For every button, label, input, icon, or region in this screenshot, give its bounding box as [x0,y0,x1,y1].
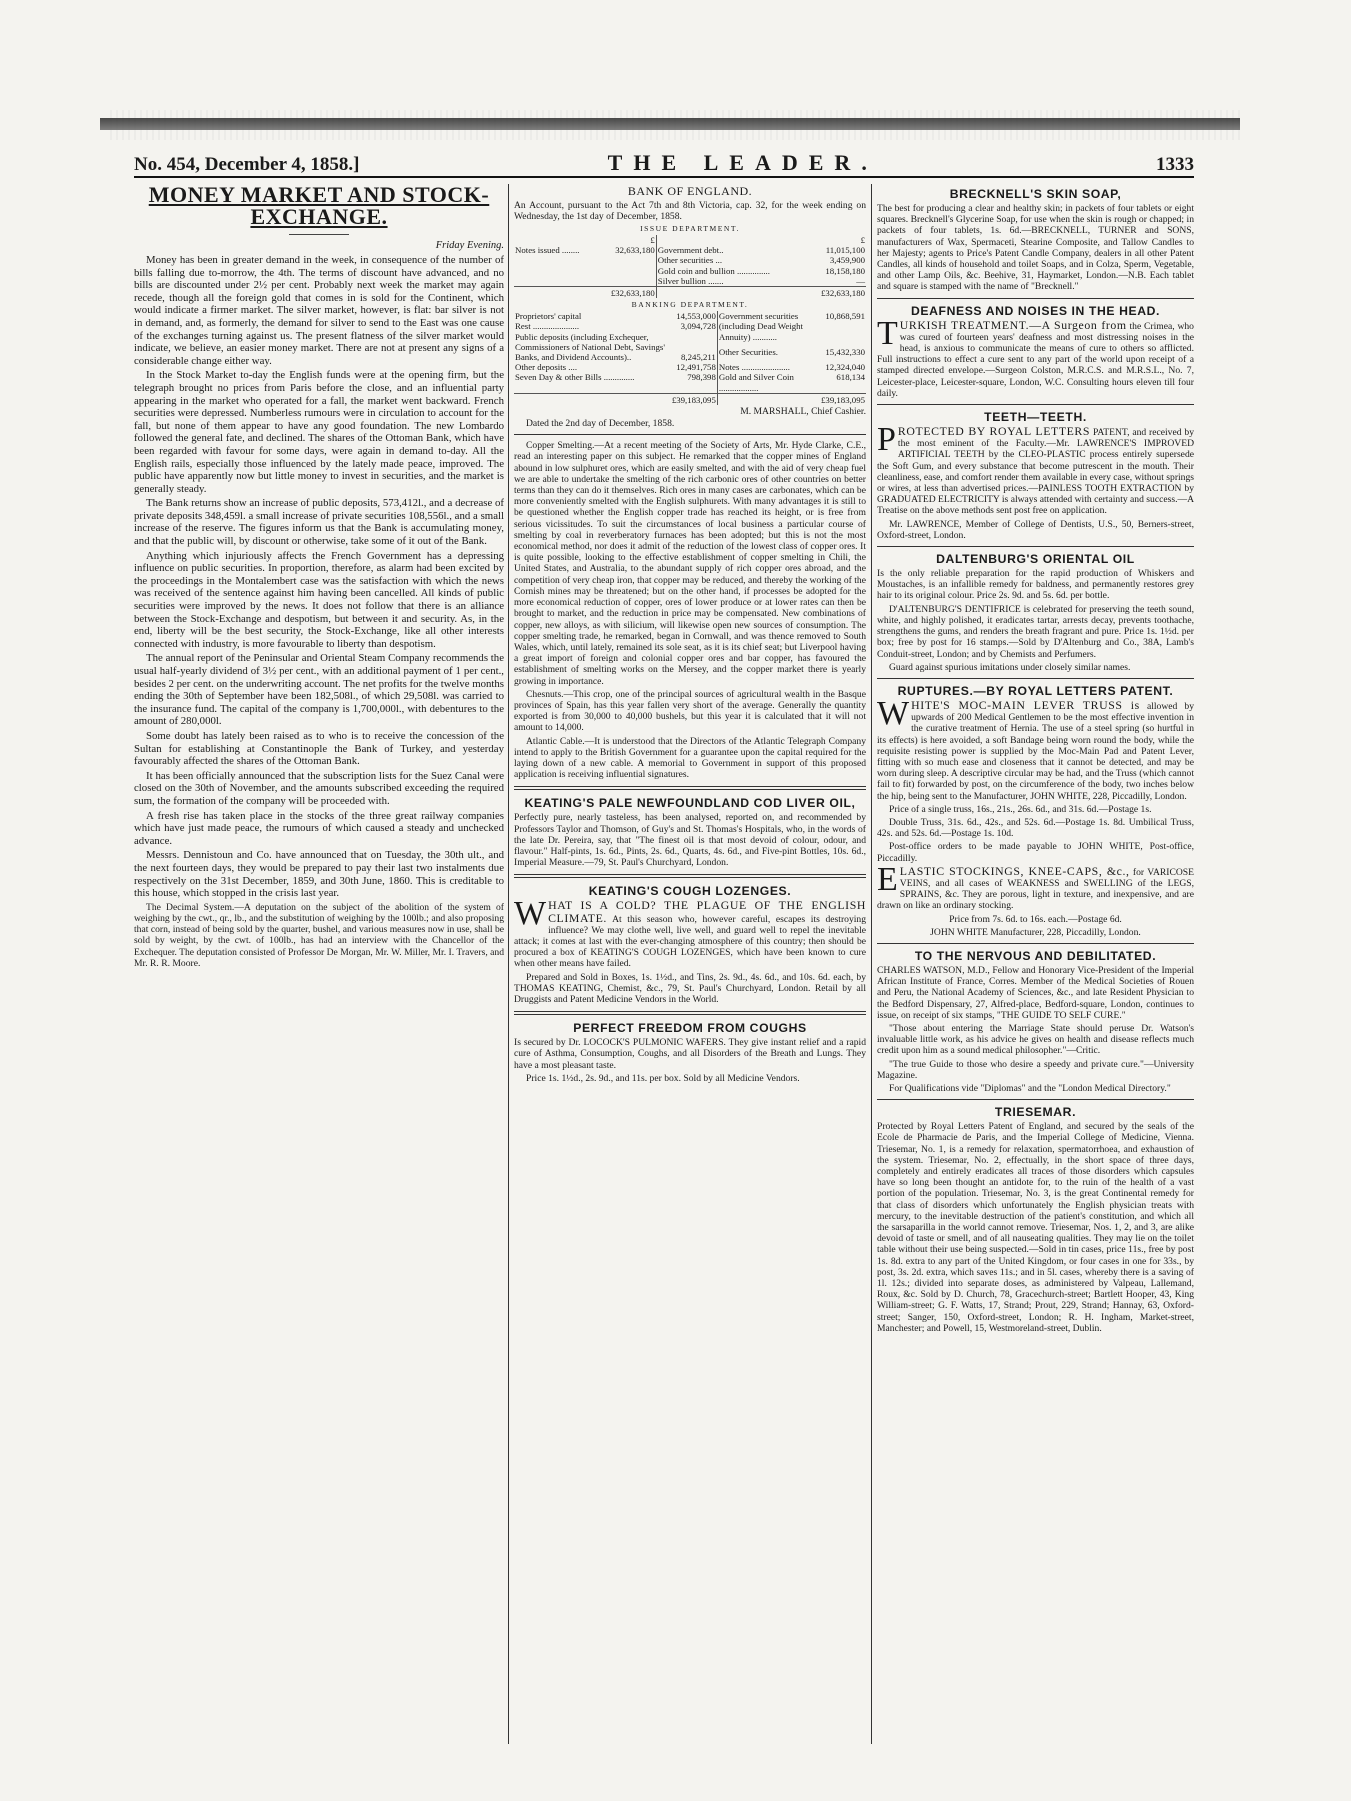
ad-text: allowed by upwards of 200 Medical Gentlemen to be the most effective invention in the curative treatment of Hernia. The use of a steel spring (so hurtful in its effects) is here avoided, a soft Bandage being worn round the body, while the requisite resisting power is supplied by the Moc-Main Pad and Patent Lever, fitting with so much ease and closeness that it cannot be detected, and may be worn during sleep. A descriptive circular may be had, and the Truss (which cannot fail to fit) forwarded by post, on the circumference of the body, two inches below the hip, being sent to the Manufacturer, JOHN WHITE, 228, Piccadilly, London. [877,700,1194,802]
ad-body: Post-office orders to be made payable to JOHN WHITE, Post-office, Piccadilly. [877,841,1194,864]
table-row [514,245,866,255]
paragraph: In the Stock Market to-day the English funds were at the opening firm, but the telegraph brought no prices from Paris before the close, and an influential party appearing in the market who operated for a fall, the market went backward. French securities were depressed. Numberless rumours were in circulation to account for the fall, but none of them appear to have any good foundation. The new Lombardo followed the general fate, and declined. The shares of the Ottoman Bank, which have been regarded with favour for some days, were again in demand to-day. All the English rails, especially those influenced by the lately made peace, improved. The public have apparently now but little money to invest in securities, and the market is generally steady. [134,369,504,495]
table-total-row [514,287,866,299]
ad-lead: LASTIC STOCKINGS, KNEE-CAPS, &c., [899,863,1130,878]
cell-amount: 32,633,180 [615,245,655,256]
divider [514,874,866,878]
table-row [514,266,866,276]
total-right: £32,633,180 [818,287,866,299]
ad-body: JOHN WHITE Manufacturer, 228, Piccadilly, London. [930,926,1141,938]
ad-text: for VARICOSE VEINS, and all cases of WEAKNESS and SWELLING of the LEGS, SPRAINS, &c. They are porous, light in texture, and inexpensive, and are drawn on like an ordinary stocking. [877,866,1194,912]
divider [877,298,1194,299]
cell-label: Gold coin and bullion ............... [656,266,818,276]
cell-amount: 3,094,728 [680,321,716,332]
table-total-row [514,393,866,405]
ad-title-skin-soap: BRECKNELL'S SKIN SOAP, [949,187,1122,201]
ad-body [514,895,866,970]
banking-department-heading: BANKING DEPARTMENT. [631,300,749,310]
ad-lead: HITE'S MOC-MAIN LEVER TRUSS is [911,697,1140,712]
ad-body: "Those about entering the Marriage State should peruse Dr. Watson's invaluable little work, as his advice he gives on health and disease reflects much credit upon him as a sound medical philosopher."—Critic. [877,1022,1194,1057]
cell-label: Proprietors' capital [515,311,582,322]
ad-body: "The true Guide to those who desire a speedy and private cure."—University Magazine. [877,1058,1194,1081]
drop-cap: W [877,694,910,732]
newspaper-title: THE LEADER. [607,150,878,175]
cell-amount: 12,324,040 [825,362,865,373]
cashier-signature: M. MARSHALL, Chief Cashier. [740,406,866,418]
ad-body: D'ALTENBURG'S DENTIFRICE is celebrated for preserving the teeth sound, white, and highly polished, it eradicates tartar, arrests decay, prevents toothache, strengthens the gums, and renders the breath fragrant and pure. Price 1s. 1½d. per box; free by post for 16 stamps.—Sold by D'Altenburg and Co., 38A, Lamb's Conduit-street, London; and by Chemists and Perfumers. [877,603,1194,660]
ad-body [877,860,1194,912]
ad-body [877,694,1194,802]
cell-amount: 12,491,758 [676,362,716,373]
divider [877,943,1194,944]
divider [514,434,866,435]
issue-department-heading: ISSUE DEPARTMENT. [640,224,740,233]
chesnuts-paragraph: Chesnuts.—This crop, one of the principal sources of agricultural wealth in the Basque provinces of Spain, has this year fallen very short of the average. Generally the quantity exported is from 30,000 to 40,000 bushels, but this year it is calculated that it will not amount to 14,000. [514,688,866,734]
cell-label: Notes issued ........ [515,245,580,256]
divider [514,1011,866,1015]
ad-body: Is secured by Dr. LOCOCK'S PULMONIC WAFERS. They give instant relief and a rapid cure of Asthma, Consumption, Coughs, and all Disorders of the Breath and Lungs. They have a most pleasant taste. [514,1037,866,1071]
ad-title-wafers: PERFECT FREEDOM FROM COUGHS [573,1021,807,1036]
cell-amount: 3,459,900 [829,255,865,266]
cell-amount: 11,015,100 [825,245,865,256]
ad-body: Mr. LAWRENCE, Member of College of Dentists, U.S., 50, Berners-street, Oxford-street, London. [877,518,1194,541]
banking-department-table [514,311,866,405]
ad-text: PATENT, and received by the most eminent of the Faculty.—Mr. LAWRENCE'S IMPROVED ARTIFICIAL TEETH by the CLEO-PLASTIC process entirely supersede the Soft Gum, and every substance that become putrescent in the mouth. Their cleanliness, ease, and comfort render them available in every case, without springs or wires, at less than advertised prices.—PAINLESS TOOTH EXTRACTION by GRADUATED ELECTRICITY is always attended with certainty and success.—A Treatise on the above methods sent post free on application. [877,427,1194,517]
cell-label: Government debt.. [656,245,818,255]
ad-title-cod-liver-oil: KEATING'S PALE NEWFOUNDLAND COD LIVER OIL, [524,796,856,811]
cell-label: Other securities ... [656,255,818,265]
divider [289,234,349,235]
decimal-system-paragraph: The Decimal System.—A deputation on the subject of the abolition of the system of weighing by the cwt., qr., lb., and the substitution of weighing by the 100lb.; and also proposing that corn, instead of being sold by the quarter, bushel, and various measures now in use, shall be sold by weight, by the cwt. of 100lb., has had an interview with the Chancellor of the Exchequer. The deputation consisted of Professor De Morgan, Mr. W. Miller, Mr. I. Travers, and Mr. R. R. Moore. [134,901,504,969]
cell-label: Silver bullion ....... [656,276,818,287]
column-rule [508,184,509,1744]
table-row [514,255,866,265]
ad-title-teeth: TEETH—TEETH. [984,410,1087,425]
ad-lead: HAT IS A COLD? THE PLAGUE OF THE ENGLISH CLIMATE. [548,898,866,925]
cell-label: Seven Day & other Bills .............. [515,372,635,383]
ad-lead: ROTECTED BY ROYAL LETTERS [897,424,1091,439]
ad-body [877,421,1194,517]
cell-label: Rest ..................... [515,321,580,332]
cell-amount: 10,868,591 [825,311,865,322]
cell-amount: 618,134 [836,372,865,383]
paragraph: Money has been in greater demand in the week, in consequence of the number of bills falling due to-morrow, the 4th. The terms of discount have advanced, and no bills are discounted under 2½ per cent. Probably next week the market may again recede, though all the foreign gold that comes in is sold for the Continent, which would indicate a firmer market. The silver market, however, is flat: bar silver is not in demand, and, as formerly, the demand for silver to send to the East was one cause of the exchanges turning against us. The present flatness of the silver market would indicate, we believe, an easier money market. There are not at present any signs of a considerable change either way. [134,254,504,367]
issue-number: No. 454, December 4, 1858.] [134,154,360,175]
column-money-market [134,184,504,1744]
bank-title: BANK OF ENGLAND. [627,184,753,198]
ad-title-oriental-oil: DALTENBURG'S ORIENTAL OIL [936,552,1135,567]
cell-amount: — [856,275,865,286]
paragraph: A fresh rise has taken place in the stocks of the three great railway companies which have just made peace, the rumours of which caused a steady and unchecked advance. [134,809,504,847]
divider [877,678,1194,679]
drop-cap: E [877,860,898,898]
ad-body: For Qualifications vide "Diplomas" and the "London Medical Directory." [889,1083,1171,1094]
paragraph: It has been officially announced that the subscription lists for the Suez Canal were closed on the 30th of November, and the amounts subscribed exceeding the required sum, the formation of the company will be proceeded with. [134,769,504,807]
table-row [514,362,866,372]
ad-text: the Crimea, who was cured of fourteen years' deafness and most distressing noises in the head, is anxious to communicate the means of cure to others so afflicted. Full instructions to effect a cure sent to any part of the world upon receipt of a stamped directed envelope.—Surgeon Colston, M.R.C.S. and M.R.S.L., No. 7, Leicester-place, Leicester-square, London, W.C. Consulting hours eleven till four daily. [877,320,1194,399]
cell-amount: 14,553,000 [676,311,716,322]
page-top-border [100,118,1240,130]
ad-title-ruptures: RUPTURES.—BY ROYAL LETTERS PATENT. [897,683,1174,698]
issue-department-table [514,235,866,298]
ad-title-nervous: TO THE NERVOUS AND DEBILITATED. [914,948,1157,963]
paragraph: Anything which injuriously affects the French Government has a depressing influence on public securities. In proportion, therefore, as alarm had been excited by the proceedings in the Montalembert case was the satisfaction with which the news was received of the sentence against him having been cancelled. All kinds of public securities were improved by the news. It does not follow that there is an alliance between the Stock-Exchange and despotism, but between it and security. As, in the end, liberty will be the best security, the Stock-Exchange, like all other interests connected with industry, is more favourable to liberty than despotism. [134,549,504,650]
cell-label: Notes ...................... [717,362,818,372]
cell-label: Other deposits .... [515,362,578,373]
table-row [514,276,866,287]
cell-amount: 18,158,180 [825,265,865,276]
divider [877,1099,1194,1100]
ad-body: The best for producing a clear and healthy skin; in packets of four tablets or eight squares. Brecknell's Glycerine Soap, for use when the skin is rough or chapped; in packets of four tablets, 1s. 6d.—BRECKNELL, TURNER and SONS, manufacturers of Wax, Spermaceti, Stearine Composite, and Tallow Candles to her Majesty; agents to Price's Patent Candle Company, dealers in all other Patent Candles, all kinds of household and toilet Soaps, and in Colza, Sperm, Vegetable, and other Lamp Oils, &c. Beehive, 31, Haymarket, London.—N.B. Each tablet and square is stamped with the name of "Brecknell." [877,203,1194,293]
ad-body: Price 1s. 1½d., 2s. 9d., and 11s. per box. Sold by all Medicine Vendors. [526,1072,800,1084]
total-left: £32,633,180 [608,287,657,299]
paragraph: The annual report of the Peninsular and Oriental Steam Company recommends the usual half-yearly dividend of 3½ per cent., with an additional payment of 1 per cent., besides 2 per cent. on the underwriting account. The net profits for the twelve months ending the 30th of September have been 182,508l., of which 29,508l. was carried to the insurance fund. The capital of the company is 1,700,000l., with debentures to the amount of 280,000l. [134,652,504,728]
ad-lead: URKISH TREATMENT.—A Surgeon from [899,317,1127,332]
pound-sign: £ [650,235,655,245]
ad-title-triesemar: TRIESEMAR. [994,1105,1077,1120]
total-right: £39,183,095 [818,393,866,405]
ad-body: Perfectly pure, nearly tasteless, has been analysed, reported on, and recommended by Professors Taylor and Thomson, of Guy's and St. Thomas's Hospitals, who, in the words of the late Dr. Pereira, say, that "The finest oil is that most devoid of colour, odour, and flavour." Half-pints, 1s. 6d., Pints, 2s. 6d., Quarts, 4s. 6d., and Five-pint Bottles, 10s. 6d., Imperial Measure.—79, St. Paul's Churchyard, London. [514,812,866,869]
ad-body: Prepared and Sold in Boxes, 1s. 1½d., and Tins, 2s. 9d., 4s. 6d., and 10s. 6d. each, by THOMAS KEATING, Chemist, &c., 79, St. Paul's Churchyard, London. Retail by all Druggists and Patent Medicine Vendors in the World. [514,971,866,1005]
total-left: £39,183,095 [669,393,718,405]
cell-label: Other Securities. [717,347,818,362]
drop-cap: W [514,895,547,933]
cell-label: Gold and Silver Coin .................. [717,372,818,393]
dateline: Friday Evening. [435,240,504,251]
ad-body: Protected by Royal Letters Patent of England, and secured by the seals of the Ecole de Pharmacie de Paris, and the Imperial College of Medicine, Vienna. Triesemar, No. 1, is a remedy for relaxation, spermatorrhoea, and exhaustion of the system. Triesemar, No. 2, effectually, in the short space of three days, completely and entirely eradicates all traces of those disorders which capsules have so long been thought an antidote for, to the ruin of the health of a vast portion of the population. Triesemar, No. 3, is the great Continental remedy for that class of disorders which unfortunately the English physician treats with mercury, to the inevitable destruction of the patient's constitution, and which all the sarsaparilla in the world cannot remove. Triesemar, Nos. 1, 2, and 3, are alike devoid of taste or smell, and of all nauseating qualities. They may lie on the toilet table without their use being suspected.—Sold in tin cases, price 11s., free by post 1s. 8d. extra to any part of the United Kingdom, or four cases in one for 33s., by post, 3s. 2d. extra, which saves 11s.; and in 5l. cases, whereby there is a saving of 1l. 12s.; divided into separate doses, as administered by Valpeau, Lallemand, Roux, &c. Sold by D. Church, 78, Gracechurch-street; Bartlett Hooper, 43, King William-street; G. F. Watts, 17, Strand; Prout, 229, Strand; Hannay, 63, Oxford-street; Sanger, 150, Oxford-street, London; R. H. Ingham, Market-street, Manchester; and Powell, 15, Westmoreland-street, Dublin. [877,1121,1194,1334]
divider [877,546,1194,547]
table-row [514,372,866,393]
ad-text: At this season who, however careful, escapes its destroying influence? We may clothe well, live well, and guard well to repel the inevitable attack; it comes at last with the ever-changing atmosphere of this country; then should be procured a box of KEATING'S COUGH LOZENGES, which have been known to cure when other means have failed. [514,913,866,970]
paragraph: Some doubt has lately been raised as to who is to receive the concession of the Sultan for establishing at Constantinople the Bank of Turkey, and yesterday favourably affected the shares of the Ottoman Bank. [134,729,504,768]
divider [514,786,866,790]
column-rule [871,184,872,1744]
atlantic-cable-paragraph: Atlantic Cable.—It is understood that the Directors of the Atlantic Telegraph Company intend to apply to the British Government for a guarantee upon the capital required for the laying down of a new cable. A memorial to Government in support of this proposed application is receiving influential signatures. [514,735,866,781]
masthead [134,152,1194,178]
paragraph: The Bank returns show an increase of public deposits, 573,412l., and a decrease of private deposits 348,459l. a small increase of private securities 108,556l., and a small increase of the reserve. The figures inform us that the Bank is accumulating money, and that the public will, by discount or otherwise, take some of it out of the Bank. [134,497,504,548]
table-row [514,311,866,321]
divider [877,404,1194,405]
page-number: 1333 [1156,154,1194,175]
ad-body: Guard against spurious imitations under closely similar names. [889,661,1131,673]
drop-cap: T [877,314,898,352]
cell-label: Government securities (including Dead Weight Annuity) ........... [717,311,818,347]
column-advertisements [877,184,1194,1744]
bank-intro: An Account, pursuant to the Act 7th and 8th Victoria, cap. 32, for the week ending on Wednesday, the 1st day of December, 1858. [514,200,866,222]
ad-body [877,314,1194,399]
ad-title-cough-lozenges: KEATING'S COUGH LOZENGES. [588,884,792,899]
cell-label: Public deposits (including Exchequer, Commissioners of National Debt, Savings' Banks, and Dividend Accounts).. [515,331,665,363]
ad-title-deafness: DEAFNESS AND NOISES IN THE HEAD. [911,303,1160,318]
cell-amount: 798,398 [687,372,716,383]
dated-line: Dated the 2nd day of December, 1858. [526,418,675,430]
column-bank-of-england [514,184,866,1744]
drop-cap: P [877,421,896,459]
paragraph: Messrs. Dennistoun and Co. have announced that on Tuesday, the 30th ult., and the next fourteen days, they would be prepared to pay their last two instalments due respectively on the 31st December, 1859, and 30th June, 1860. This is creditable to this house, which stopped in the crisis last year. [134,849,504,900]
ad-body: Price of a single truss, 16s., 21s., 26s. 6d., and 31s. 6d.—Postage 1s. [889,803,1152,815]
ad-body: Is the only reliable preparation for the rapid production of Whiskers and Moustaches, is an infallible remedy for baldness, and permanently restores grey hair to its original colour. Price 2s. 9d. and 5s. 6d. per bottle. [877,568,1194,602]
cell-amount: 15,432,330 [825,346,865,357]
pound-sign: £ [860,235,865,245]
ad-body: CHARLES WATSON, M.D., Fellow and Honorary Vice-President of the Imperial African Institute of France, Corres. Member of the Medical Societies of Rouen and Peru, the National Academy of Sciences, &c., and late Resident Physician to the Bedford Dispensary, 27, Alfred-place, Bedford-square, London, continues to issue, on receipt of six stamps, "THE GUIDE TO SELF CURE." [877,964,1194,1021]
ad-body: Double Truss, 31s. 6d., 42s., and 52s. 6d.—Postage 1s. 8d. Umbilical Truss, 42s. and 52s. 6d.—Postage 1s. 10d. [877,816,1194,840]
cell-amount: 8,245,211 [680,352,716,363]
ad-body: Price from 7s. 6d. to 16s. each.—Postage 6d. [949,913,1122,925]
copper-smelting-paragraph: Copper Smelting.—At a recent meeting of the Society of Arts, Mr. Hyde Clarke, C.E., read an interesting paper on this subject. He remarked that the copper mines of England abound in low sulphuret ores, which are easily smelted, and with the aid of very cheap fuel we are able to undertake the smelting of the rich carbonic ores of other countries on better terms than they can do it themselves. Rich ores in many cases are carbonates, which can be more conveniently smelted with the English sulphurets. With many advantages it is still to be questioned whether the English copper trade has reached its height, or is free from serious vicissitudes. To suit the circumstances of local business a particular course of smelting by coal in reverberatory furnaces has been adopted; but this is not the most economical method, nor does it admit of the reduction of the lowest class of copper ores. It is quite possible, looking to the effective establishment of copper smelting in Chili, the United States, and Australia, to the abundant supply of rich copper ores abroad, and the competition of very cheap iron, that copper may be reduced, and thereby the working of the Cornish mines may be threatened; but on the other hand, if processes be adopted for the more economical reduction of copper, ores of lower produce or at lower rates can then be brought to market, and the reduction in price may be compensated. New combinations of copper, new alloys, as with silicium, will likewise open new sources of consumption. The copper smelting trade, he remarked, began in Cornwall, and was thence removed to South Wales, which, until lately, remained its sole seat, as it is its chief seat; but Liverpool having a great import of foreign and colonial copper ores and bar copper, has favoured the establishment of smelting works on the Mersey, and the copper market there is yearly growing in importance. [514,440,866,687]
article-title: MONEY MARKET AND STOCK-EXCHANGE. [148,184,490,229]
